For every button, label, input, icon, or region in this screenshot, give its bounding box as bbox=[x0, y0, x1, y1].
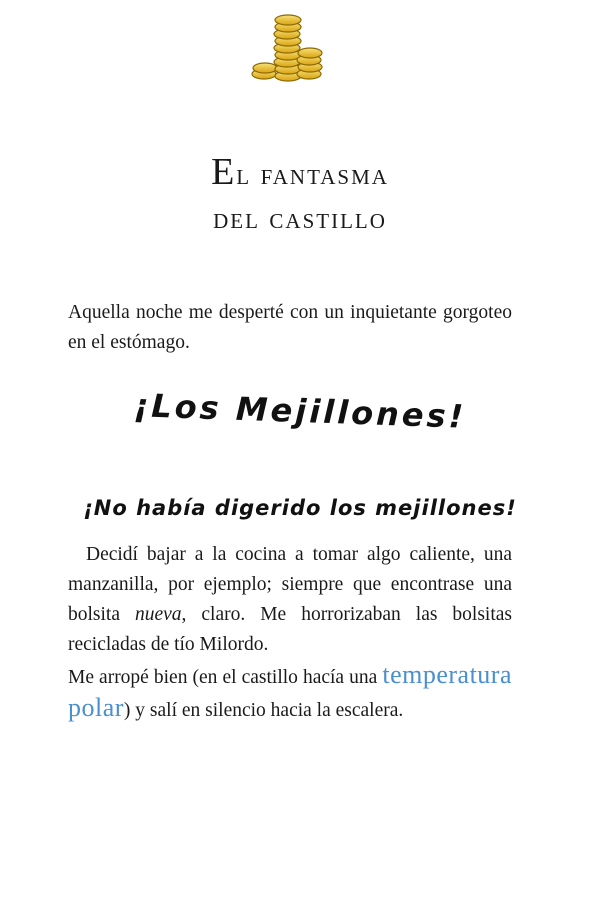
chapter-title-line2: del castillo bbox=[213, 202, 387, 235]
chapter-title-line1-rest: l fantasma bbox=[236, 158, 389, 191]
exclamation-digerido: ¡No había digerido los mejillones! bbox=[83, 496, 517, 520]
coin-stack-icon bbox=[250, 12, 325, 84]
chapter-title-initial: E bbox=[211, 151, 237, 193]
paragraph-2-part1: Decidí bajar a la cocina a tomar algo caliente, una manzanilla, por ejemplo; siempre que encontrase una bolsita bbox=[68, 544, 512, 625]
chapter-title-line1 bbox=[0, 150, 600, 197]
exclamation-mejillones: ¡Los Mejillones! bbox=[133, 386, 467, 436]
paragraph-2 bbox=[68, 540, 512, 726]
paragraph-2-part4: ) y salí en silencio hacia la escalera. bbox=[123, 700, 404, 721]
paragraph-1: Aquella noche me desperté con un inquietante gorgoteo en el estómago. bbox=[68, 302, 512, 353]
paragraph-2-part2: , claro. Me horrorizaban las bolsitas recicladas de tío Milordo. bbox=[68, 604, 513, 655]
paragraph-2-part3: Me arropé bien (en el castillo hacía una bbox=[68, 667, 383, 688]
chapter-title bbox=[0, 150, 600, 241]
highlight-temperatura-polar: temperatura polar bbox=[68, 660, 512, 722]
paragraph-2-italic: nueva bbox=[134, 604, 182, 625]
